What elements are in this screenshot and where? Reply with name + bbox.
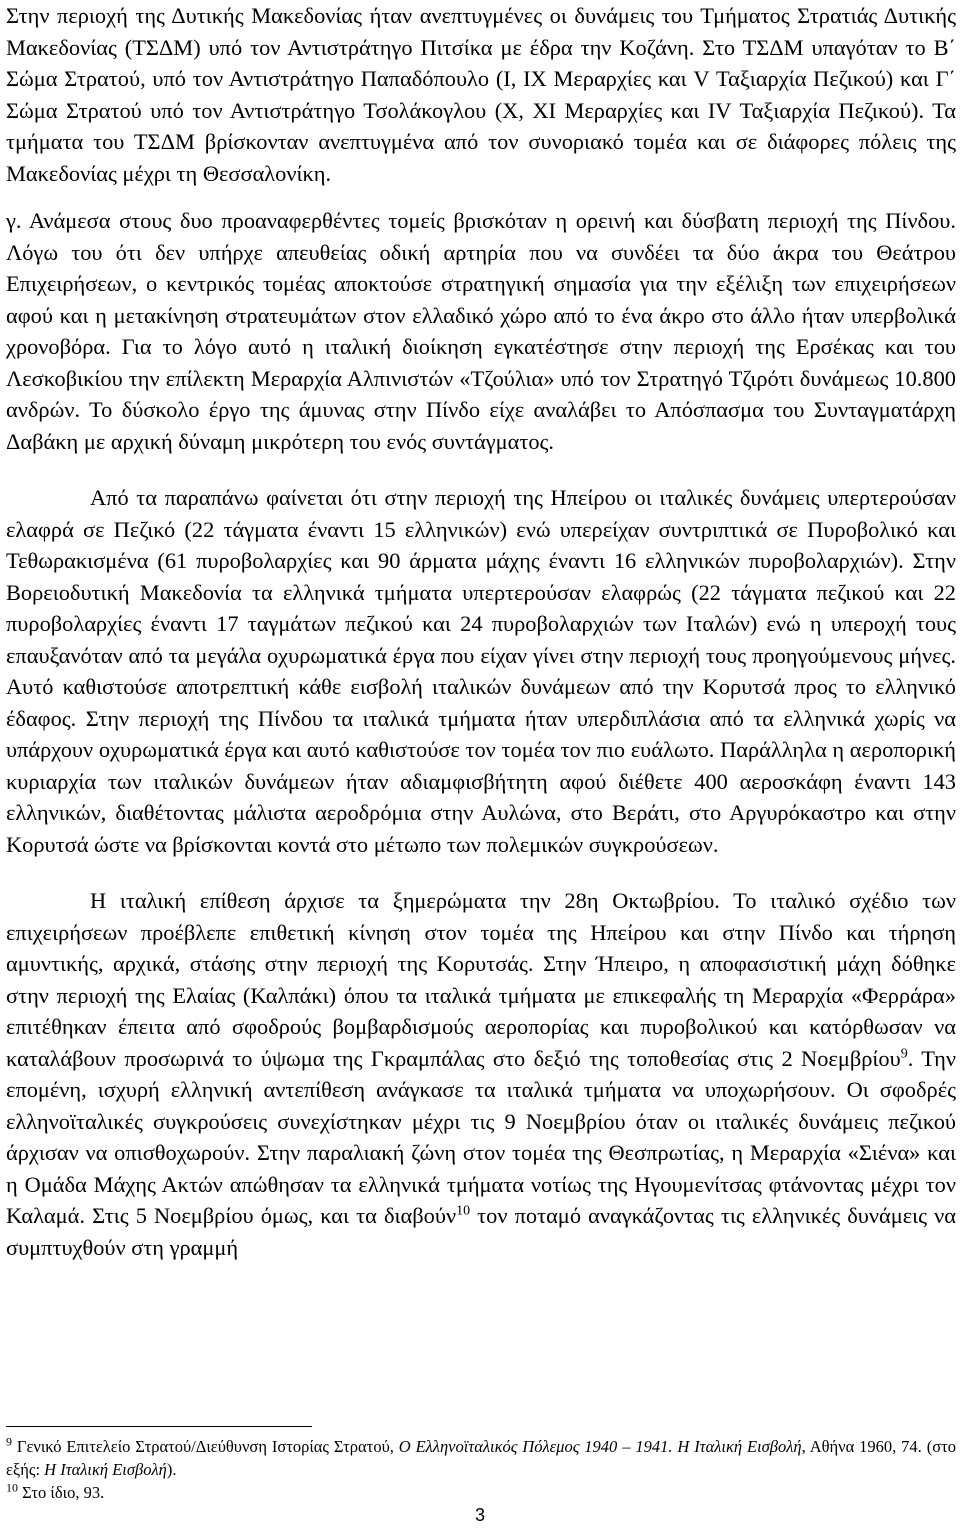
- footnote-10-marker: 10: [6, 1480, 18, 1495]
- footnote-9: [6, 1435, 956, 1481]
- footnote-9-closing: ).: [166, 1460, 177, 1479]
- footnote-9-place-year: , Αθήνα 1960, 74. (στο εξής:: [6, 1437, 956, 1479]
- footnote-9-source: Γενικό Επιτελείο Στρατού/Διεύθυνση Ιστορίας Στρατού,: [12, 1437, 399, 1456]
- footnote-9-title: Ο Ελληνοϊταλικός Πόλεμος 1940 – 1941. Η Ιταλική Εισβολή: [398, 1437, 802, 1456]
- attack-text-part1: Η ιταλική επίθεση άρχισε τα ξημερώματα την 28η Οκτωβρίου. Το ιταλικό σχέδιο των επιχειρήσεων προέβλεπε επιθετική κίνηση στον τομέα της Ηπείρου και στην Πίνδο και τήρηση αμυντικής, αρχικά, στάσης στην περιοχή της Κορυτσάς. Στην Ήπειρο, η αποφασιστική μάχη δόθηκε στην περιοχή της Ελαίας (Καλπάκι) όπου τα ιταλικά τμήματα με επικεφαλής τη Μεραρχία «Φερράρα» επιτέθηκαν έπειτα από σφοδρούς βομβαρδισμούς αεροπορίας και πυροβολικού και κατόρθωσαν να καταλάβουν προσωρινά το ύψωμα της Γκραμπάλας στο δεξιό της τοποθεσίας στις 2 Νοεμβρίου: [6, 888, 956, 1071]
- footnote-9-short-title: Η Ιταλική Εισβολή: [44, 1460, 167, 1479]
- paragraph-italian-attack: [6, 885, 956, 1263]
- document-page: [6, 0, 956, 1263]
- page-number: 3: [474, 1505, 485, 1525]
- attack-text-part2: . Την επομένη, ισχυρή ελληνική αντεπίθεση ανάγκασε τα ιταλικά τμήματα να υποχωρήσουν. Οι σφοδρές ελληνοϊταλικές συγκρούσεις συνεχίστηκαν μέχρι τις 9 Νοεμβρίου όταν οι ιταλικές δυνάμεις πεζικού άρχισαν να οπισθοχωρούν. Στην παραλιακή ζώνη στον τομέα της Θεσπρωτίας, η Μεραρχία «Σιένα» και η Ομάδα Μάχης Ακτών απώθησαν τα ελληνικά τμήματα νοτίως της Ηγουμενίτσας φτάνοντας μέχρι τον Καλαμά. Στις 5 Νοεμβρίου όμως, και τα διαβούν: [6, 1045, 956, 1228]
- paragraph-pindos: γ. Ανάμεσα στους δυο προαναφερθέντες τομείς βρισκόταν η ορεινή και δύσβατη περιοχή της Πίνδου. Λόγω του ότι δεν υπήρχε απευθείας οδική αρτηρία που να συνδέει τα δύο άκρα του Θεάτρου Επιχειρήσεων, ο κεντρικός τομέας αποκτούσε στρατηγική σημασία για την εξέλιξη των επιχειρήσεων αφού και η μετακίνηση στρατευμάτων στον ελλαδικό χώρο από το ένα άκρο στο άλλο ήταν υπερβολικά χρονοβόρα. Για το λόγο αυτό η ιταλική διοίκηση εγκατέστησε στην περιοχή της Ερσέκας και του Λεσκοβικίου την επίλεκτη Μεραρχία Αλπινιστών «Τζούλια» υπό τον Στρατηγό Τζιρότι δυνάμεως 10.800 ανδρών. Το δύσκολο έργο της άμυνας στην Πίνδο είχε αναλάβει το Απόσπασμα του Συνταγματάρχη Δαβάκη με αρχική δύναμη μικρότερη του ενός συντάγματος.: [6, 208, 956, 454]
- footnotes-section: [6, 1426, 956, 1504]
- footnote-10: [6, 1481, 956, 1504]
- footnote-9-marker: 9: [6, 1434, 12, 1449]
- attack-text-part3: τον ποταμό αναγκάζοντας τις ελληνικές δυνάμεις να συμπτυχθούν στη γραμμή: [6, 1203, 956, 1260]
- footnote-10-text: Στο ίδιο, 93.: [18, 1483, 105, 1502]
- footnote-divider: [6, 1426, 312, 1427]
- paragraph-force-comparison: Από τα παραπάνω φαίνεται ότι στην περιοχή της Ηπείρου οι ιταλικές δυνάμεις υπερτερούσαν ελαφρά σε Πεζικό (22 τάγματα έναντι 15 ελληνικών) ενώ υπερείχαν συντριπτικά σε Πυροβολικό και Τεθωρακισμένα (61 πυροβολαρχίες και 90 άρματα μάχης έναντι 16 ελληνικών πυροβολαρχιών). Στην Βορειοδυτική Μακεδονία τα ελληνικά τμήματα υπερτερούσαν ελαφρώς (22 τάγματα πεζικού και 22 πυροβολαρχίες έναντι 17 ταγμάτων πεζικού και 24 πυροβολαρχιών των Ιταλών) ενώ η υπεροχή τους επαυξανόταν από τα μεγάλα οχυρωματικά έργα που είχαν γίνει στην περιοχή τους προηγούμενους μήνες. Αυτό καθιστούσε αποτρεπτική κάθε εισβολή ιταλικών δυνάμεων από την Κορυτσά προς το ελληνικό έδαφος. Στην περιοχή της Πίνδου τα ιταλικά τμήματα ήταν υπερδιπλάσια από τα ελληνικά χωρίς να υπάρχουν οχυρωματικά έργα και αυτό καθιστούσε τον τομέα τον πιο ευάλωτο. Παράλληλα η αεροπορική κυριαρχία των ιταλικών δυνάμεων ήταν αδιαμφισβήτητη αφού διέθετε 400 αεροσκάφη έναντι 143 ελληνικών, διαθέτοντας μάλιστα αεροδρόμια στην Αυλώνα, στο Βεράτι, στο Αργυρόκαστρο και στην Κορυτσά ώστε να βρίσκονται κοντά στο μέτωπο των πολεμικών συγκρούσεων.: [6, 485, 956, 857]
- paragraph-western-macedonia: Στην περιοχή της Δυτικής Μακεδονίας ήταν ανεπτυγμένες οι δυνάμεις του Τμήματος Στρατιάς Δυτικής Μακεδονίας (ΤΣΔΜ) υπό τον Αντιστράτηγο Πιτσίκα με έδρα την Κοζάνη. Στο ΤΣΔΜ υπαγόταν το Β΄ Σώμα Στρατού, υπό τον Αντιστράτηγο Παπαδόπουλο (Ι, ΙΧ Μεραρχίες και V Ταξιαρχία Πεζικού) και Γ΄ Σώμα Στρατού υπό τον Αντιστράτηγο Τσολάκογλου (Χ, ΧΙ Μεραρχίες και IV Ταξιαρχία Πεζικού). Τα τμήματα του ΤΣΔΜ βρίσκονταν ανεπτυγμένα από τον συνοριακό τομέα και σε διάφορες πόλεις της Μακεδονίας μέχρι τη Θεσσαλονίκη.: [6, 3, 956, 186]
- footnote-ref-10[interactable]: 10: [456, 1203, 471, 1219]
- footnote-ref-9[interactable]: 9: [900, 1046, 908, 1062]
